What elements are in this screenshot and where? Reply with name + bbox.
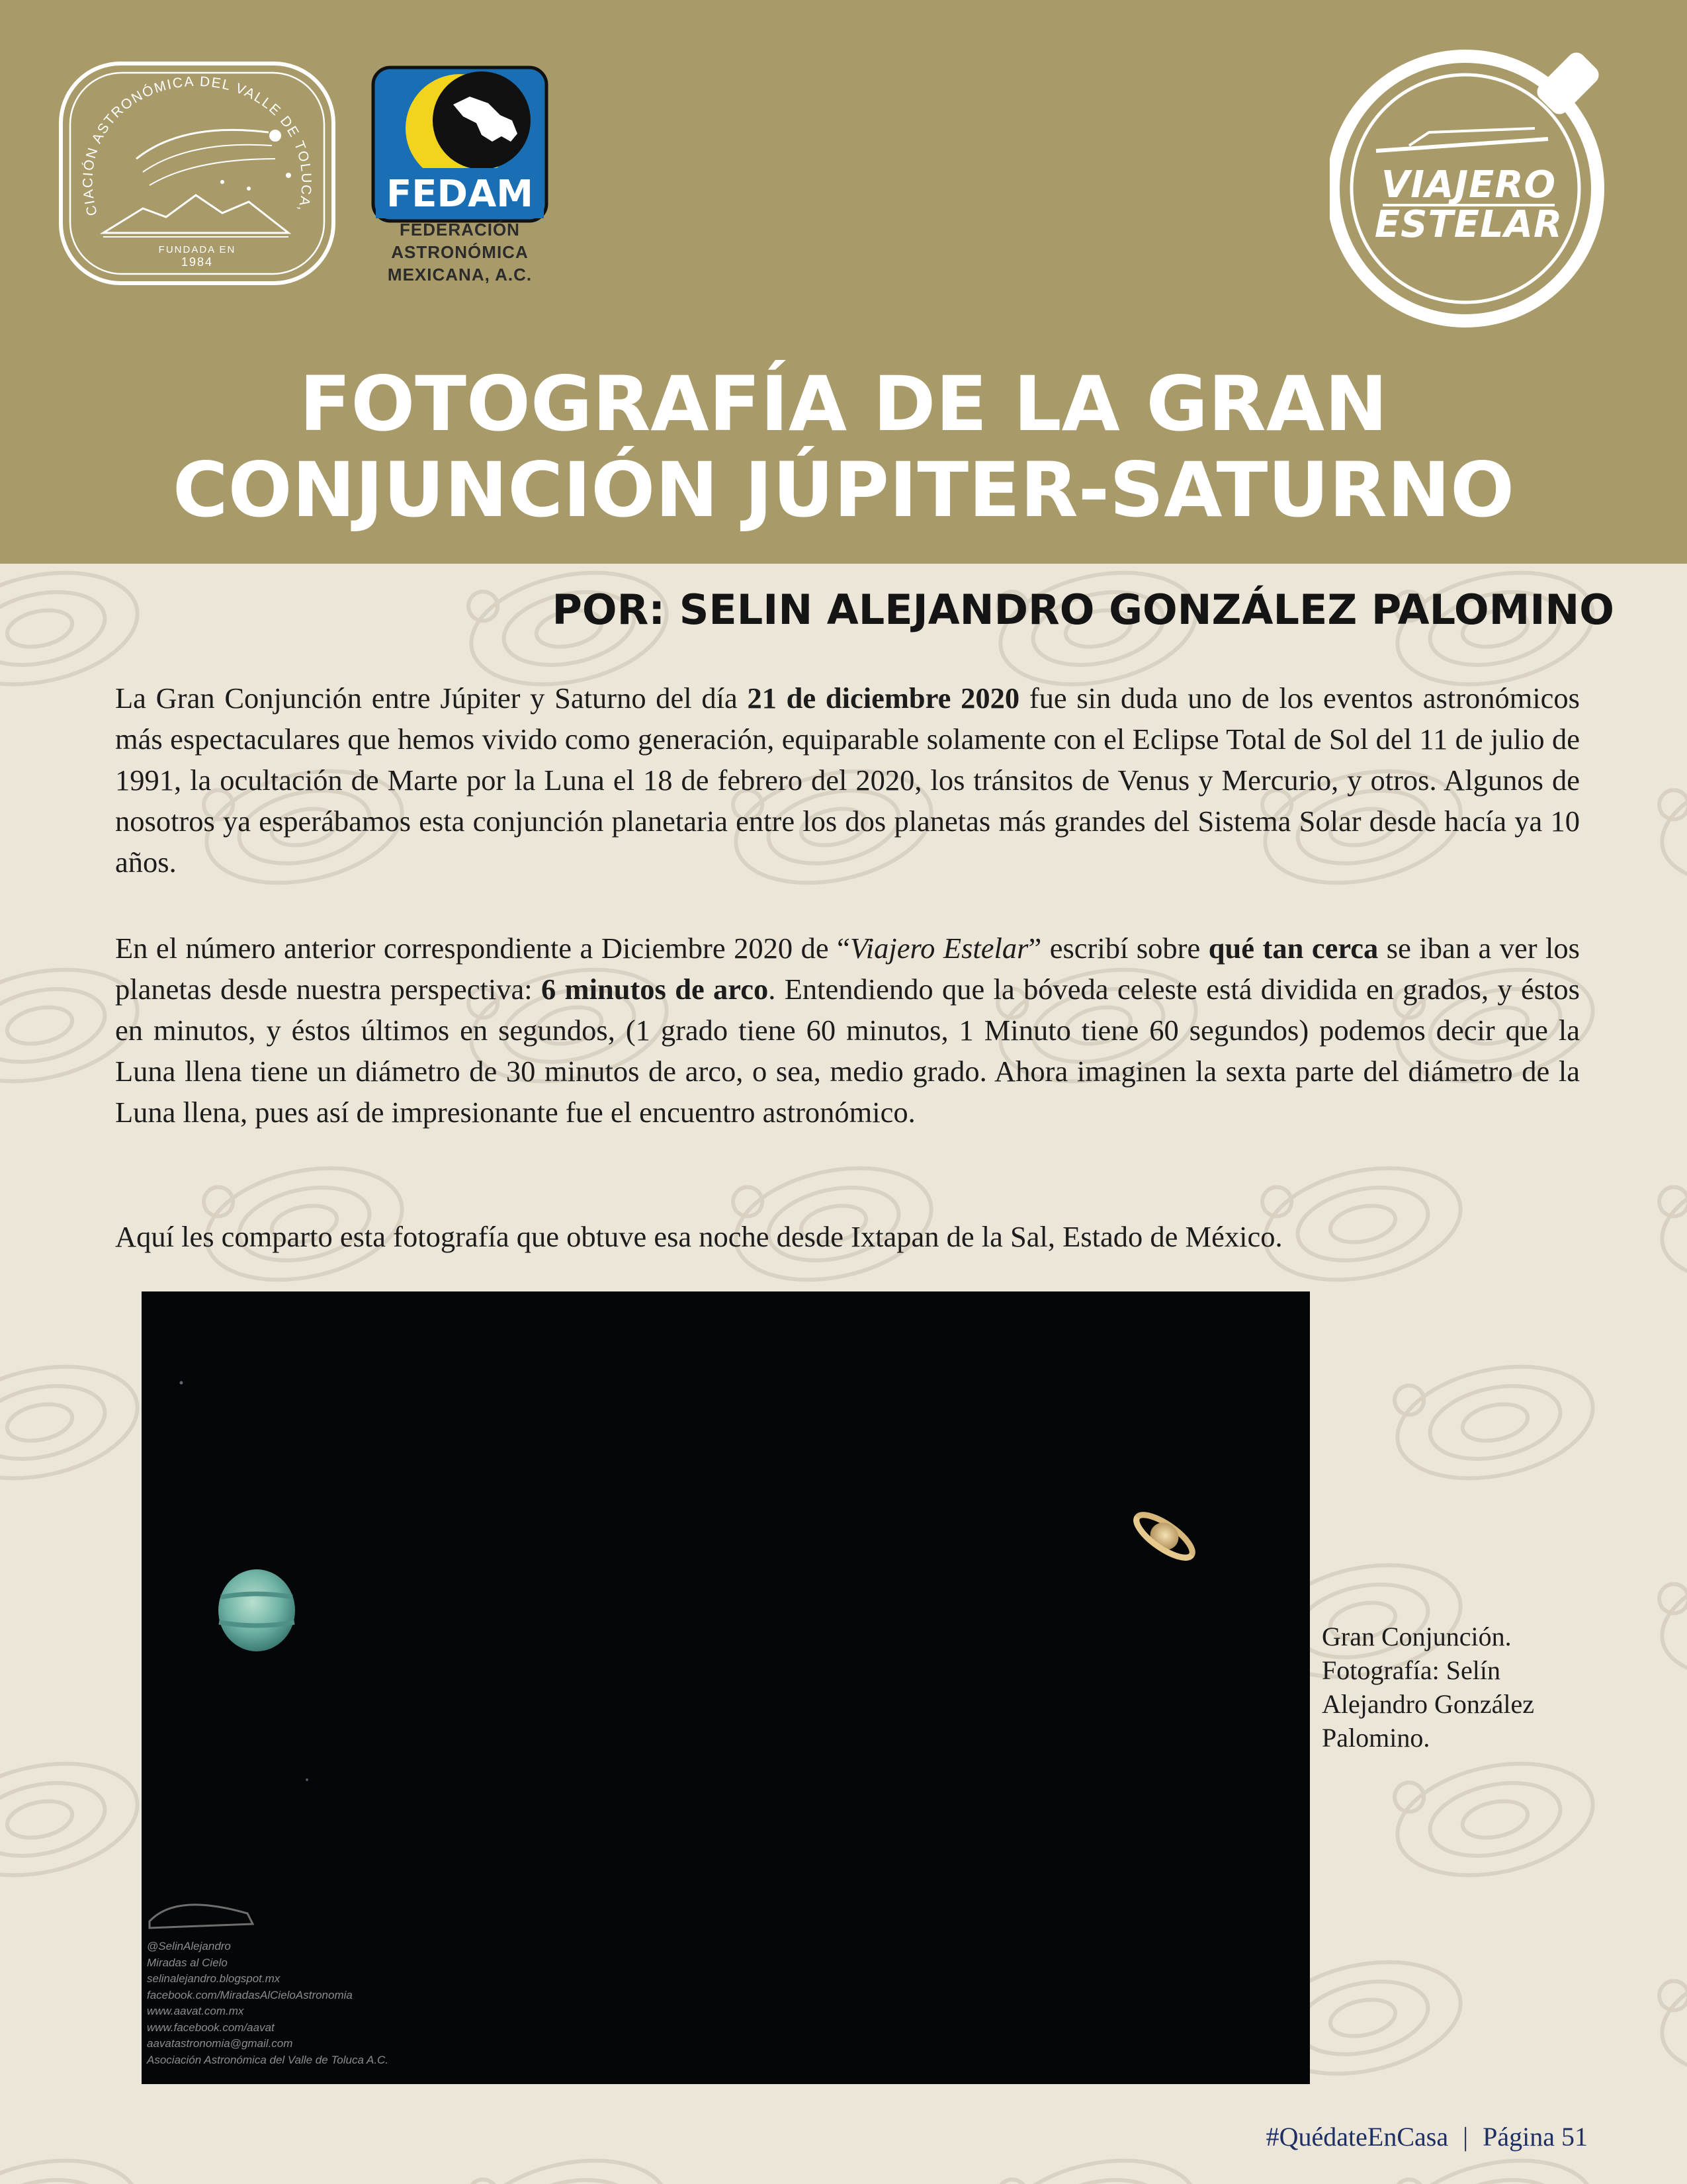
photo-caption [1322, 1620, 1560, 1755]
orbit-motif [1387, 1349, 1603, 1495]
text-run: se iban a ver los planetas desde nuestra perspectiva: [115, 932, 1580, 1006]
magazine-title: Viajero Estelar [849, 932, 1029, 965]
text-run: . Entendiendo que la bóveda celeste está dividida en grados, y éstos en minutos, y éstos últimos en segundos, (1 grado tiene 60 minutos, 1 Minuto tiene 60 segundos) podemos decir que la Luna llena tiene un diámetro de 30 minutos de arco, o sea, medio grado. Ahora imaginen la sexta parte del diámetro de la Luna llena, pues así de impresionante fue el encuentro astronómico. [115, 973, 1580, 1129]
viajero-estelar-logo [1330, 40, 1621, 331]
saturn-planet [1130, 1507, 1199, 1566]
aavt-logo [57, 60, 337, 287]
orbit-motif [1387, 1746, 1603, 1892]
fedam-caption-line: MEXICANA, A.C. [387, 265, 533, 284]
photo-watermark [147, 1939, 491, 2068]
conjunction-photo [142, 1291, 1310, 2084]
watermark-line: www.facebook.com/aavat [147, 2021, 275, 2034]
moon-of-jupiter [306, 1778, 308, 1781]
text-run: En el número anterior correspondiente a Diciembre 2020 de “ [115, 932, 850, 965]
caption-line: Fotografía: Selín [1322, 1655, 1500, 1685]
bold-phrase: qué tan cerca [1208, 932, 1379, 965]
orbit-motif [990, 2143, 1206, 2184]
caption-line: Alejandro González [1322, 1689, 1534, 1719]
text-run: ” escribí sobre [1028, 932, 1209, 965]
article-paragraph-1 [115, 677, 1580, 883]
fedam-logo [370, 65, 549, 224]
orbit-motif [460, 2143, 677, 2184]
viajero-word-1: VIAJERO [1381, 163, 1557, 206]
page-title-line: CONJUNCIÓN JÚPITER-SATURNO [172, 446, 1515, 534]
orbit-motif [0, 1349, 148, 1495]
author-byline: POR: SELIN ALEJANDRO GONZÁLEZ PALOMINO [552, 586, 1614, 634]
watermark-line: Asociación Astronómica del Valle de Toluca A.C. [147, 2053, 389, 2066]
viajero-word-2: ESTELAR [1374, 203, 1563, 246]
bold-date: 21 de diciembre 2020 [747, 681, 1020, 715]
text-run: fue sin duda uno de los eventos astronómicos más espectaculares que hemos vivido como generación, equiparable solamente con el Eclipse Total de Sol del 11 de julio de 1991, la ocultación de Marte por la Luna el 18 de febrero del 2020, los tránsitos de Venus y Mercurio, y otros. Algunos de nosotros ya esperábamos esta conjunción planetaria entre los dos planetas más grandes del Sistema Solar desde hacía ya 10 años. [115, 681, 1580, 879]
aavt-arc-text: CIACIÓN ASTRONÓMICA DEL VALLE DE TOLUCA, [80, 73, 314, 218]
watermark-line: facebook.com/MiradasAlCieloAstronomia [147, 1988, 353, 2001]
caption-line: Gran Conjunción. [1322, 1622, 1512, 1651]
watermark-line: selinalejandro.blogspot.mx [147, 1972, 281, 1985]
caption-line: Palomino. [1322, 1723, 1430, 1753]
page-title-line: FOTOGRAFÍA DE LA GRAN [299, 360, 1388, 448]
jupiter-planet [218, 1569, 295, 1651]
page-title [0, 361, 1687, 533]
footer-separator: | [1463, 2122, 1469, 2152]
fedam-caption-line: ASTRONÓMICA [391, 242, 529, 262]
article-paragraph-3: Aquí les comparto esta fotografía que obtuve esa noche desde Ixtapan de la Sal, Estado de México. [115, 1220, 1283, 1253]
text-run: La Gran Conjunción entre Júpiter y Saturno del día [115, 681, 748, 715]
orbit-motif [0, 1746, 148, 1892]
header-band [0, 0, 1687, 564]
watermark-line: @SelinAlejandro [147, 1940, 231, 1952]
orbit-motif [0, 2143, 148, 2184]
page-footer [1266, 2120, 1588, 2154]
orbit-motif [1651, 1944, 1687, 2091]
moon-of-jupiter [180, 1381, 183, 1385]
aavt-founded-label: FUNDADA EN [158, 244, 236, 255]
orbit-motif [1651, 1548, 1687, 1694]
watermark-line: aavatastronomia@gmail.com [147, 2037, 293, 2050]
aavt-founded-year: 1984 [181, 255, 214, 269]
page-number: Página 51 [1483, 2122, 1588, 2152]
orbit-motif [1651, 1151, 1687, 1297]
fedam-caption [357, 218, 562, 286]
footer-hashtag: #QuédateEnCasa [1266, 2122, 1449, 2152]
watermark-line: Miradas al Cielo [147, 1956, 228, 1969]
fedam-caption-line: FEDERACIÓN [400, 220, 520, 240]
fedam-badge-text: FEDAM [386, 173, 534, 216]
orbit-motif [1651, 754, 1687, 900]
bold-phrase: 6 minutos de arco [541, 973, 769, 1006]
watermark-line: www.aavat.com.mx [147, 2005, 244, 2017]
article-paragraph-2 [115, 928, 1580, 1133]
